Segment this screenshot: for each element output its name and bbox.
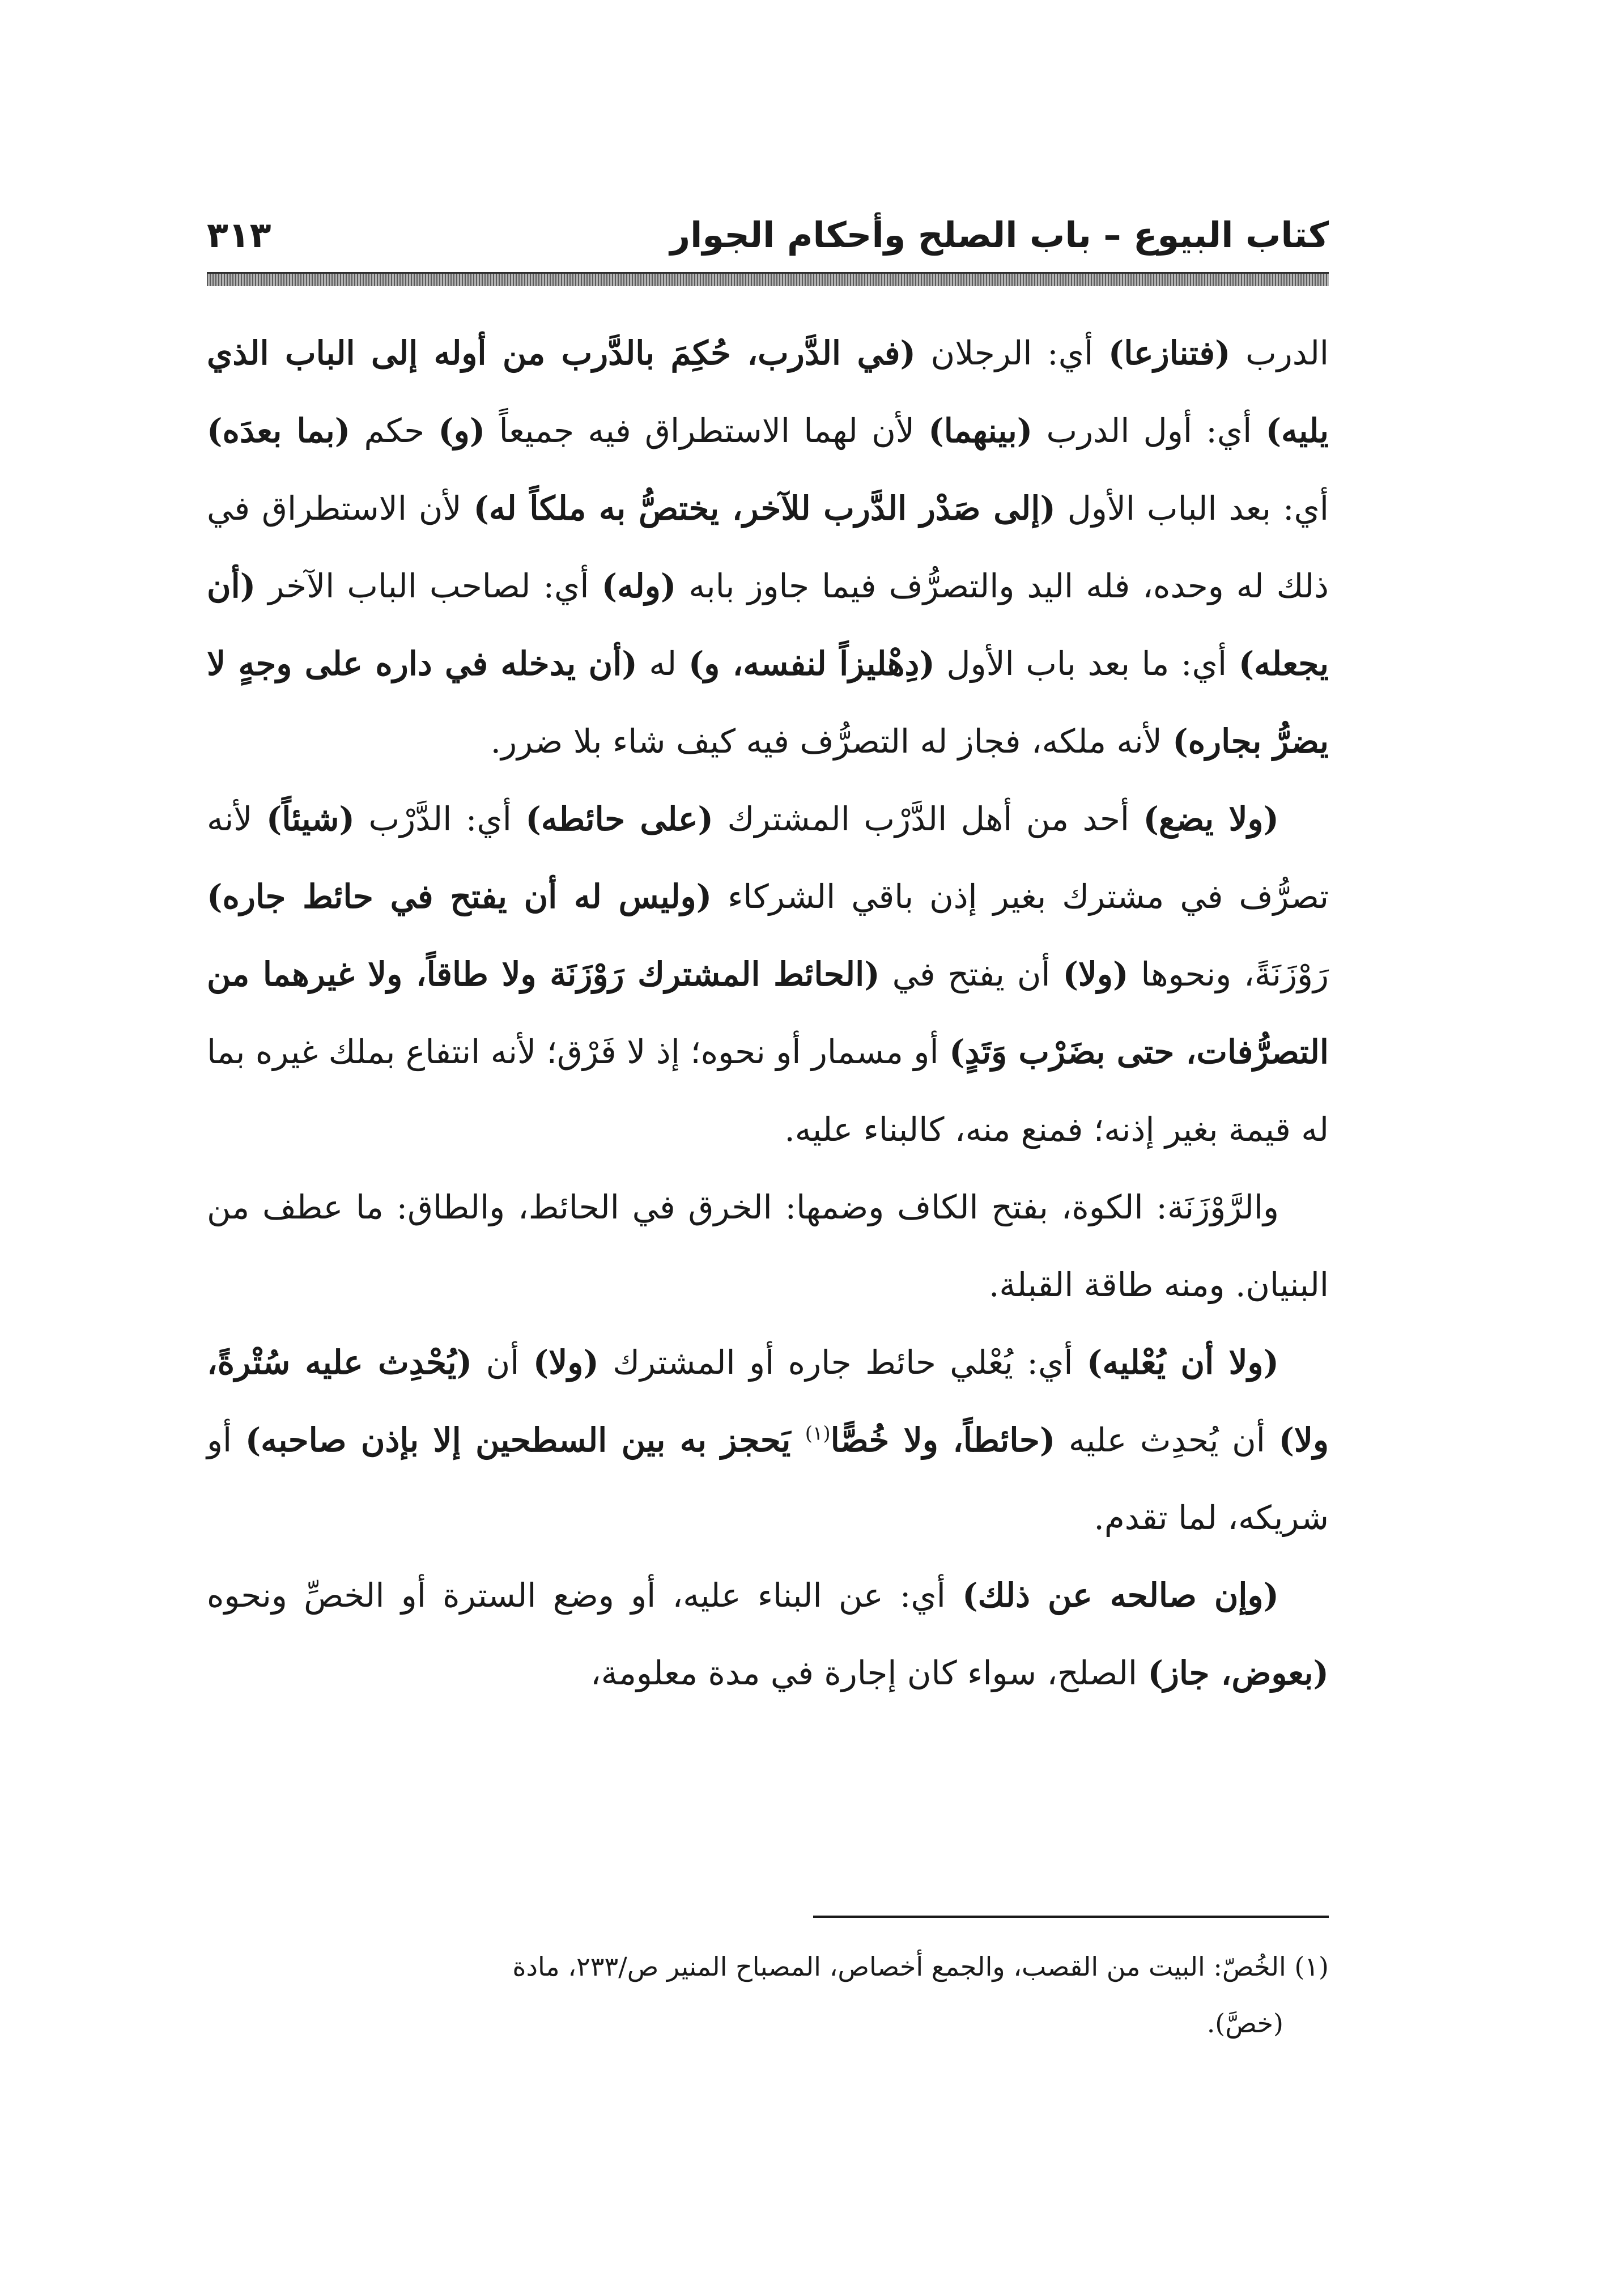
running-header <box>207 204 1329 266</box>
footnote-reference: (١) <box>805 1422 831 1445</box>
sharh-text: أن يُحدِث عليه <box>1055 1421 1279 1459</box>
matn-text: (ولا) <box>1062 955 1129 993</box>
sharh-text: رَوْزَنَةً، ونحوها <box>1128 955 1329 993</box>
sharh-text: أي: الرجلان <box>915 334 1108 372</box>
sharh-text: حكم <box>350 411 439 450</box>
matn-text: (يُحْدِث عليه سُتْرةً، ولا) <box>207 1343 1329 1459</box>
paragraph <box>207 315 1329 780</box>
paragraph <box>207 1169 1329 1324</box>
footnote-divider <box>813 1916 1329 1918</box>
matn-text: (شيئاً) <box>266 800 355 838</box>
sharh-text: لأن لهما الاستطراق فيه جميعاً <box>485 411 929 450</box>
sharh-text: أي: يُعْلي حائط جاره أو المشترك <box>598 1343 1087 1382</box>
sharh-text: أحد من أهل الدَّرْب المشترك <box>713 800 1143 838</box>
matn-text: (أن يجعله) <box>207 567 1329 683</box>
chapter-title: كتاب البيوع – باب الصلح وأحكام الجوار <box>670 214 1329 256</box>
sharh-text: أي: أول الدرب <box>1032 411 1266 450</box>
sharh-text: أي: لصاحب الباب الآخر <box>256 567 602 605</box>
matn-text: (على حائطه) <box>525 800 714 838</box>
matn-text: (بعوض، جاز) <box>1147 1654 1329 1692</box>
sharh-text: أي: الدَّرْب <box>354 800 526 838</box>
sharh-text: الصلح، سواء كان إجارة في مدة معلومة، <box>590 1654 1148 1692</box>
matn-text: يَحجز به بين السطحين إلا بإذن صاحبه) <box>245 1421 805 1459</box>
sharh-text: لأن الاستطراق في ذلك له وحده، فله اليد والتصرُّف فيما جاوز بابه <box>207 489 1329 605</box>
sharh-text: أي: ما بعد باب الأول <box>934 644 1239 683</box>
sharh-text: أن <box>472 1343 533 1382</box>
footnote-marker: (١) <box>1294 1951 1329 1982</box>
sharh-text: أو مسمار أو نحوه؛ إذ لا فَرْق؛ لأنه انتفاع بملك غيره بما له قيمة بغير إذنه؛ فمنع منه، كالبناء عليه. <box>207 1033 1329 1149</box>
matn-text: (حائطاً، ولا خُصًّا <box>830 1421 1056 1459</box>
footnotes <box>207 1938 1329 2052</box>
page-number: ٣١٣ <box>207 214 271 256</box>
matn-text: (بينهما) <box>928 411 1033 450</box>
sharh-text: له <box>637 644 688 683</box>
matn-text: (فتنازعا) <box>1108 334 1231 372</box>
sharh-text: أي: بعد الباب الأول <box>1055 489 1329 528</box>
footnote-continuation: (خصَّ). <box>1206 2008 1283 2039</box>
matn-text: (و) <box>438 411 486 450</box>
matn-text: (دِهْليزاً لنفسه، و) <box>688 644 935 683</box>
main-text <box>207 315 1329 1712</box>
matn-text: (ولا أن يُعْليه) <box>1086 1343 1279 1382</box>
matn-text: (ولا) <box>533 1343 599 1382</box>
sharh-text: أي: عن البناء عليه، أو وضع السترة أو الخصِّ ونحوه <box>207 1576 963 1615</box>
sharh-text: أن يفتح في <box>879 955 1063 993</box>
matn-text: (أن يدخله في داره على وجهٍ لا يضرُّ بجاره) <box>207 644 1329 761</box>
paragraph <box>207 1557 1329 1712</box>
matn-text: (إلى صَدْر الدَّرب للآخر، يختصُّ به ملكاً له) <box>473 489 1056 528</box>
sharh-text: لأنه ملكه، فجاز له التصرُّف فيه كيف شاء بلا ضرر. <box>490 722 1173 761</box>
matn-text: (في الدَّرب، حُكِمَ بالدَّرب من أوله إلى الباب الذي يليه) <box>207 334 1329 450</box>
matn-text: (ولا يضع) <box>1143 800 1279 838</box>
matn-text: (وله) <box>601 567 677 605</box>
footnote <box>207 1938 1329 1995</box>
matn-text: (وليس له أن يفتح في حائط جاره) <box>207 877 712 916</box>
matn-text: (الحائط المشترك رَوْزَنَة ولا طاقاً، ولا غيرهما من التصرُّفات، حتى بضَرْب وَتَدٍ) <box>207 955 1329 1071</box>
sharh-text: الدرب <box>1230 334 1329 372</box>
footnote-text: الخُصّ: البيت من القصب، والجمع أخصاص، المصباح المنير ص/٢٣٣، مادة <box>512 1951 1295 1982</box>
matn-text: (وإن صالحه عن ذلك) <box>962 1576 1279 1615</box>
header-divider <box>207 272 1329 286</box>
sharh-text: والرَّوْزَنَة: الكوة، بفتح الكاف وضمها: الخرق في الحائط، والطاق: ما عطف من البنيان. ومنه طاقة القبلة. <box>207 1188 1329 1304</box>
matn-text: (بما بعدَه) <box>207 411 351 450</box>
sharh-text: لأنه تصرُّف في مشترك بغير إذن باقي الشركاء <box>207 800 1329 916</box>
paragraph <box>207 1324 1329 1557</box>
sharh-text: أو شريكه، لما تقدم. <box>207 1421 1329 1537</box>
paragraph <box>207 780 1329 1169</box>
